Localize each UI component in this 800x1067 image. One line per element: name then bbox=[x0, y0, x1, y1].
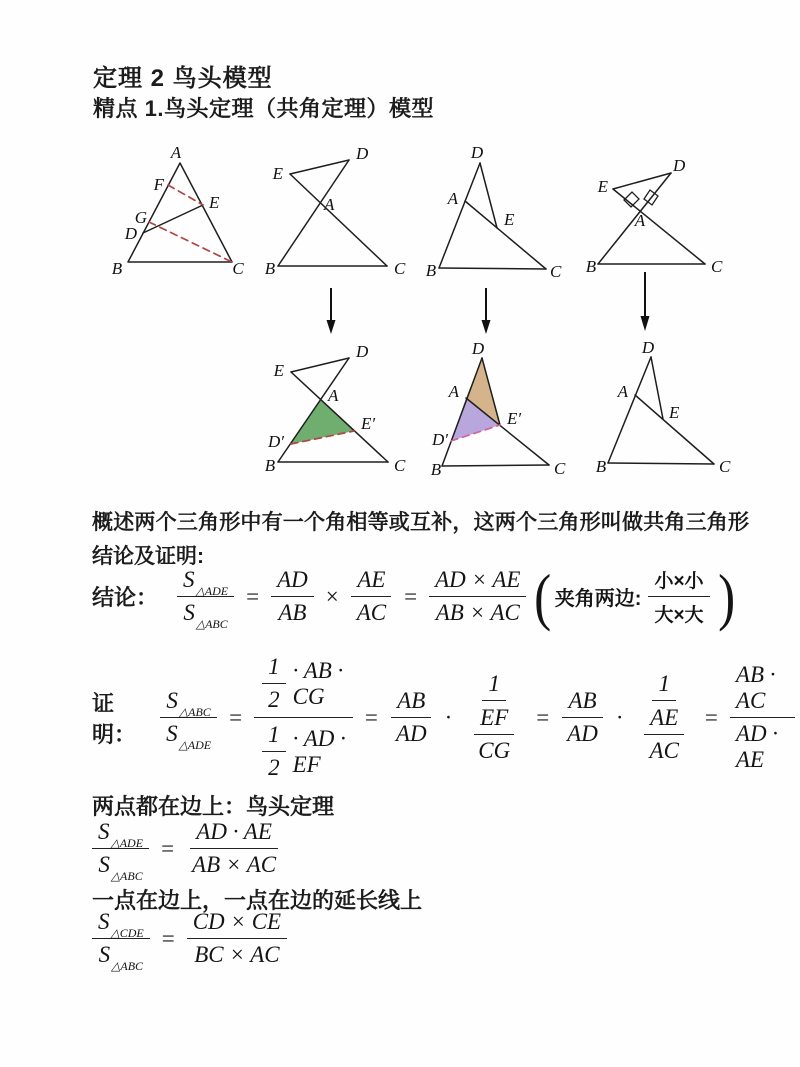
times-sign: × bbox=[325, 583, 339, 609]
line-BD bbox=[278, 358, 349, 462]
segment-DE bbox=[143, 205, 203, 233]
one-point-extension-heading: 一点在边上，一点在边的延长线上 bbox=[92, 888, 423, 913]
vertex-label-C: C bbox=[394, 259, 406, 278]
fraction-products: $\frac{AD \times AE}{AB \times AC}$ bbox=[429, 566, 526, 627]
dot-sign: · bbox=[615, 704, 624, 730]
fraction-products: $\frac{AB \cdot AC}{AD \cdot AE}$ bbox=[730, 661, 795, 774]
area-ratio-fraction: S $_{\triangle ABC}$ S $_{\triangle ADE}$ bbox=[160, 687, 217, 748]
segment-BD bbox=[439, 163, 480, 268]
vertex-label-G: G bbox=[134, 208, 147, 227]
down-arrow-icon bbox=[327, 288, 336, 334]
vertex-label-A: A bbox=[617, 382, 628, 401]
vertex-label-E: E bbox=[504, 210, 515, 229]
open-paren: ( bbox=[534, 560, 552, 632]
area-ratio-fraction: S $_{\triangle CDE}$ S $_{\triangle ABC}$ bbox=[92, 908, 150, 969]
vertex-label-D: D bbox=[471, 339, 485, 358]
equals-sign: = bbox=[229, 704, 243, 730]
vertex-label-D: D bbox=[641, 338, 655, 357]
vertex-label-C: C bbox=[550, 262, 562, 281]
vertex-label-E: E bbox=[597, 177, 608, 196]
fraction-AE-AC: $\frac{AE}{AC}$ bbox=[351, 566, 392, 627]
vertex-label-D: D bbox=[356, 342, 369, 361]
equals-sign: = bbox=[161, 835, 175, 861]
vertex-label-D-prime: D′ bbox=[268, 432, 284, 451]
vertex-label-E: E bbox=[273, 361, 284, 380]
segment-DE bbox=[480, 163, 497, 228]
line-CE bbox=[613, 189, 705, 264]
dot-sign: · bbox=[444, 704, 453, 730]
fraction-products: $\frac{AD \cdot AE}{AB \times AC}$ bbox=[192, 819, 277, 877]
vertex-label-B: B bbox=[264, 259, 276, 278]
vertex-label-E-prime: E′ bbox=[361, 414, 376, 433]
line-BD bbox=[278, 160, 349, 266]
half-base-height-fraction: $\frac{1}{2}$ · AB · CG $\frac{1}{2}$ · AD · EF bbox=[254, 652, 353, 783]
vertex-label-B: B bbox=[595, 457, 607, 476]
both-points-on-sides-heading: 两点都在边上：鸟头定理 bbox=[92, 794, 335, 819]
vertex-label-E: E bbox=[669, 403, 680, 422]
vertex-label-C: C bbox=[554, 459, 566, 478]
vertex-label-B: B bbox=[264, 456, 276, 475]
equals-sign: = bbox=[364, 704, 378, 730]
down-arrow-icon bbox=[482, 288, 491, 334]
figure-bowtie bbox=[265, 144, 406, 278]
area-ratio-fraction: S $_{\triangle ADE}$ S $_{\triangle ABC}$ bbox=[92, 818, 149, 879]
vertex-label-B: B bbox=[425, 261, 437, 280]
close-paren: ) bbox=[717, 560, 735, 632]
figure-triangle-with-heights bbox=[112, 143, 245, 278]
height-dashed-GC bbox=[149, 222, 232, 262]
vertex-label-A: A bbox=[447, 189, 458, 208]
page-title: 定理 2 鸟头模型 bbox=[93, 65, 273, 92]
vertex-label-C: C bbox=[711, 257, 723, 276]
vertex-label-B: B bbox=[430, 460, 442, 479]
proof-label: 证明： bbox=[92, 690, 137, 747]
down-arrow-icon bbox=[641, 272, 650, 331]
equals-sign: = bbox=[404, 583, 418, 609]
vertex-label-E: E bbox=[209, 193, 220, 212]
conclusion-proof-heading: 结论及证明: bbox=[92, 545, 204, 568]
extension-formula bbox=[92, 908, 292, 973]
equals-sign: = bbox=[161, 925, 175, 951]
summary-text: 概述两个三角形中有一个角相等或互补，这两个三角形叫做共角三角形 bbox=[92, 511, 750, 534]
segment-BD bbox=[608, 357, 651, 463]
vertex-label-C: C bbox=[719, 457, 731, 476]
segment-BC bbox=[442, 465, 549, 466]
vertex-label-B: B bbox=[111, 259, 123, 278]
fraction-EF-CG: $\frac{EF}{CG}$ bbox=[472, 704, 516, 765]
fraction-products: $\frac{CD \times CE}{BC \times AC}$ bbox=[187, 908, 287, 969]
vertex-label-A: A bbox=[170, 143, 182, 162]
equals-sign: = bbox=[536, 704, 550, 730]
figure-bowtie-right-angles bbox=[586, 156, 723, 276]
fraction-AE-AC: $\frac{AE}{AC}$ bbox=[644, 704, 685, 765]
one-over-EFCG: $\frac{1}{\frac{EF}{CG}}$ bbox=[464, 670, 524, 766]
figure-tan-purple-shaded bbox=[431, 339, 566, 479]
vertex-label-D: D bbox=[470, 143, 484, 162]
vertex-label-B: B bbox=[585, 257, 597, 276]
one-half-fraction: $\frac{1}{2}$ bbox=[262, 721, 286, 782]
line-CE bbox=[290, 174, 387, 266]
equals-sign: = bbox=[704, 704, 718, 730]
figure-bowtie-green-shaded bbox=[265, 342, 406, 475]
small-over-large-fraction: $\frac{\text{小×小}}{\text{大×大}}$ bbox=[648, 565, 709, 628]
one-half-fraction: $\frac{1}{2}$ bbox=[262, 653, 286, 714]
fraction-AD-AB: $\frac{AD}{AB}$ bbox=[271, 566, 314, 627]
vertex-label-D: D bbox=[124, 224, 137, 243]
vertex-label-A: A bbox=[324, 195, 335, 214]
included-sides-note: 夹角两边: bbox=[554, 588, 642, 610]
vertex-label-C: C bbox=[394, 456, 406, 475]
height-dashed-FE bbox=[168, 185, 203, 205]
segment-ED bbox=[613, 173, 671, 189]
vertex-label-A: A bbox=[634, 211, 646, 230]
birdhead-formula bbox=[92, 818, 287, 883]
vertex-label-F: F bbox=[153, 175, 164, 194]
vertex-label-D-prime: D′ bbox=[432, 430, 448, 449]
proof-formula bbox=[92, 652, 800, 783]
vertex-label-D: D bbox=[673, 156, 686, 175]
fraction-AB-AD: $\frac{AB}{AD}$ bbox=[561, 687, 604, 748]
section-title: 精点 1.鸟头定理（共角定理）模型 bbox=[93, 96, 434, 121]
segment-BC bbox=[439, 268, 546, 269]
one-over-AEAC: $\frac{1}{\frac{AE}{AC}}$ bbox=[636, 670, 693, 766]
vertex-label-C: C bbox=[232, 259, 244, 278]
vertex-label-D: D bbox=[356, 144, 369, 163]
vertex-label-E: E bbox=[272, 164, 283, 183]
triangle-diagrams bbox=[0, 140, 800, 488]
area-ratio-fraction: S $_{\triangle ADE}$ S $_{\triangle ABC}$ bbox=[177, 566, 234, 627]
conclusion-formula bbox=[92, 560, 738, 632]
fraction-AB-AD: $\frac{AB}{AD}$ bbox=[390, 687, 433, 748]
conclusion-label: 结论： bbox=[92, 585, 159, 610]
vertex-label-A: A bbox=[448, 382, 459, 401]
figure-nested-triangle bbox=[426, 143, 562, 281]
vertex-label-E-prime: E′ bbox=[507, 409, 522, 428]
segment-BC bbox=[608, 463, 714, 464]
equals-sign: = bbox=[246, 583, 260, 609]
vertex-label-A: A bbox=[328, 386, 339, 405]
figure-nested-triangle-plain bbox=[596, 338, 731, 476]
